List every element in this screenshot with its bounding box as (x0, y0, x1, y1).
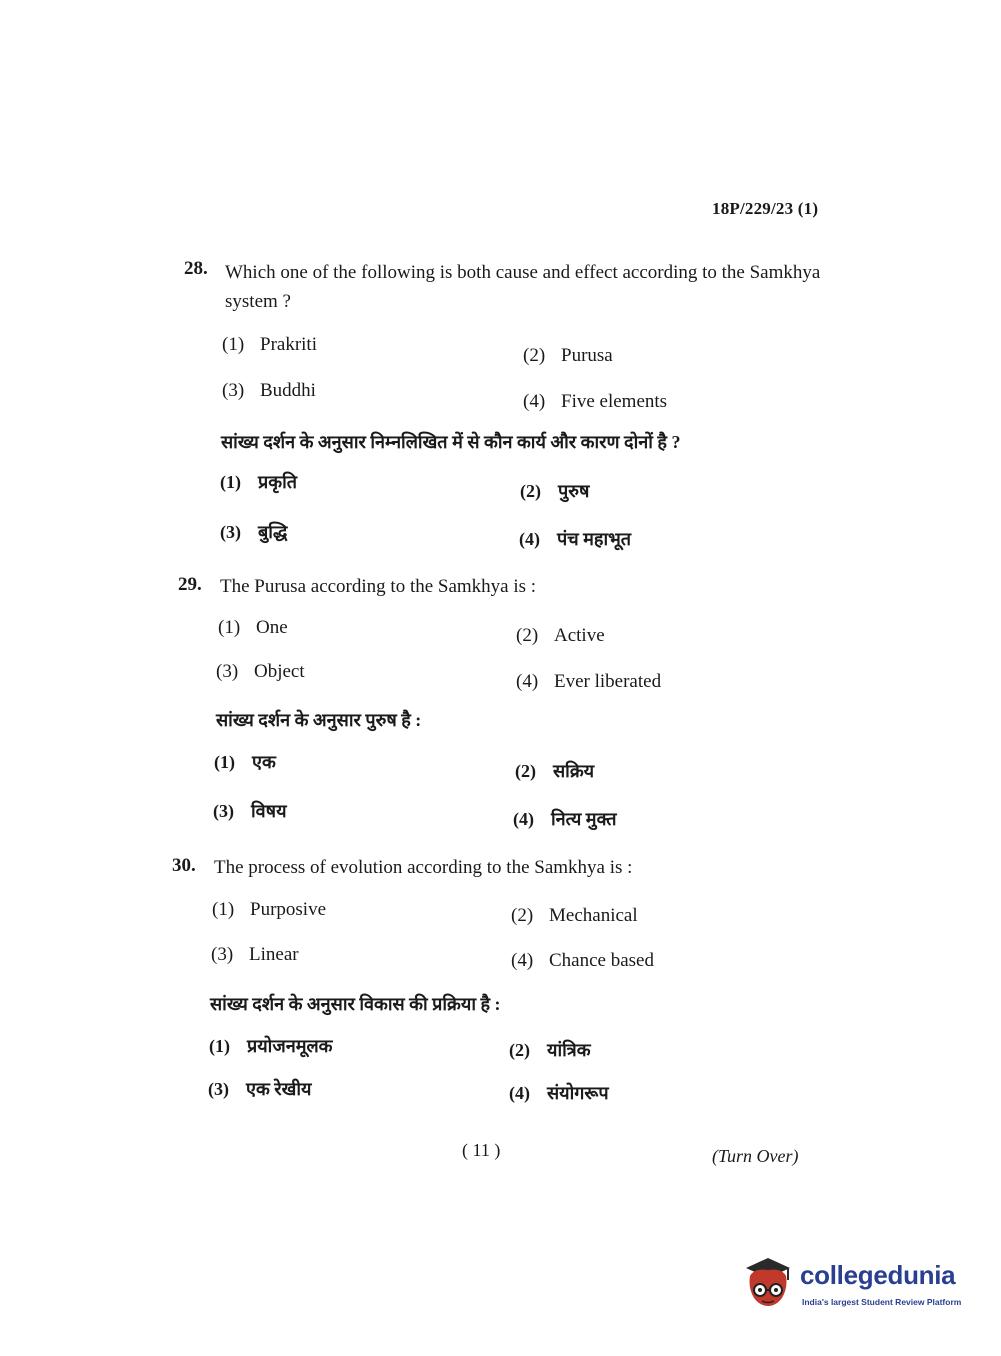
option-1-hi: (1) प्रयोजनमूलक (209, 1036, 333, 1056)
question-text-en: The Purusa according to the Samkhya is : (220, 576, 537, 597)
option-4-en: (4) Five elements (523, 391, 668, 412)
student-mascot-icon (742, 1254, 794, 1314)
option-3-hi: (3) बुद्धि (220, 522, 288, 542)
collegedunia-watermark (742, 1250, 972, 1320)
option-4-hi: (4) पंच महाभूत (519, 529, 632, 549)
option-2-hi: (2) यांत्रिक (509, 1040, 591, 1060)
option-2-en: (2) Mechanical (511, 905, 638, 926)
option-1-en: (1) One (218, 617, 288, 638)
question-number: 29. (178, 574, 202, 595)
option-2-en: (2) Active (516, 625, 605, 646)
turn-over-note: (Turn Over) (712, 1146, 799, 1166)
option-4-en: (4) Chance based (511, 950, 654, 971)
option-3-en: (3) Object (216, 661, 305, 682)
option-2-hi: (2) सक्रिय (515, 761, 595, 781)
option-1-en: (1) Purposive (212, 899, 326, 920)
option-1-hi: (1) प्रकृति (220, 472, 297, 492)
question-number: 30. (172, 855, 196, 876)
question-text-en: The process of evolution according to the Samkhya is : (214, 857, 633, 878)
option-3-hi: (3) एक रेखीय (208, 1079, 312, 1099)
option-4-hi: (4) नित्य मुक्त (513, 809, 617, 829)
question-text-hi: सांख्य दर्शन के अनुसार निम्नलिखित में से कौन कार्य और कारण दोनों है ? (221, 432, 681, 452)
question-number: 28. (184, 258, 208, 279)
paper-code: 18P/229/23 (1) (712, 199, 819, 218)
option-3-en: (3) Buddhi (222, 380, 316, 401)
brand-name: collegedunia (800, 1260, 956, 1290)
option-4-en: (4) Ever liberated (516, 671, 662, 692)
option-1-hi: (1) एक (214, 752, 276, 772)
question-text-en: Which one of the following is both cause and effect according to the Samkhya system ? (225, 262, 821, 312)
page-number: ( 11 ) (462, 1140, 501, 1160)
question-text-hi: सांख्य दर्शन के अनुसार पुरुष है : (216, 710, 422, 730)
question-text-hi: सांख्य दर्शन के अनुसार विकास की प्रक्रिया है : (210, 994, 501, 1014)
brand-tagline: India's largest Student Review Platform (802, 1297, 962, 1307)
option-1-en: (1) Prakriti (222, 334, 317, 355)
option-2-en: (2) Purusa (523, 345, 613, 366)
option-3-hi: (3) विषय (213, 801, 287, 821)
option-2-hi: (2) पुरुष (520, 481, 590, 501)
option-3-en: (3) Linear (211, 944, 299, 965)
option-4-hi: (4) संयोगरूप (509, 1083, 609, 1103)
